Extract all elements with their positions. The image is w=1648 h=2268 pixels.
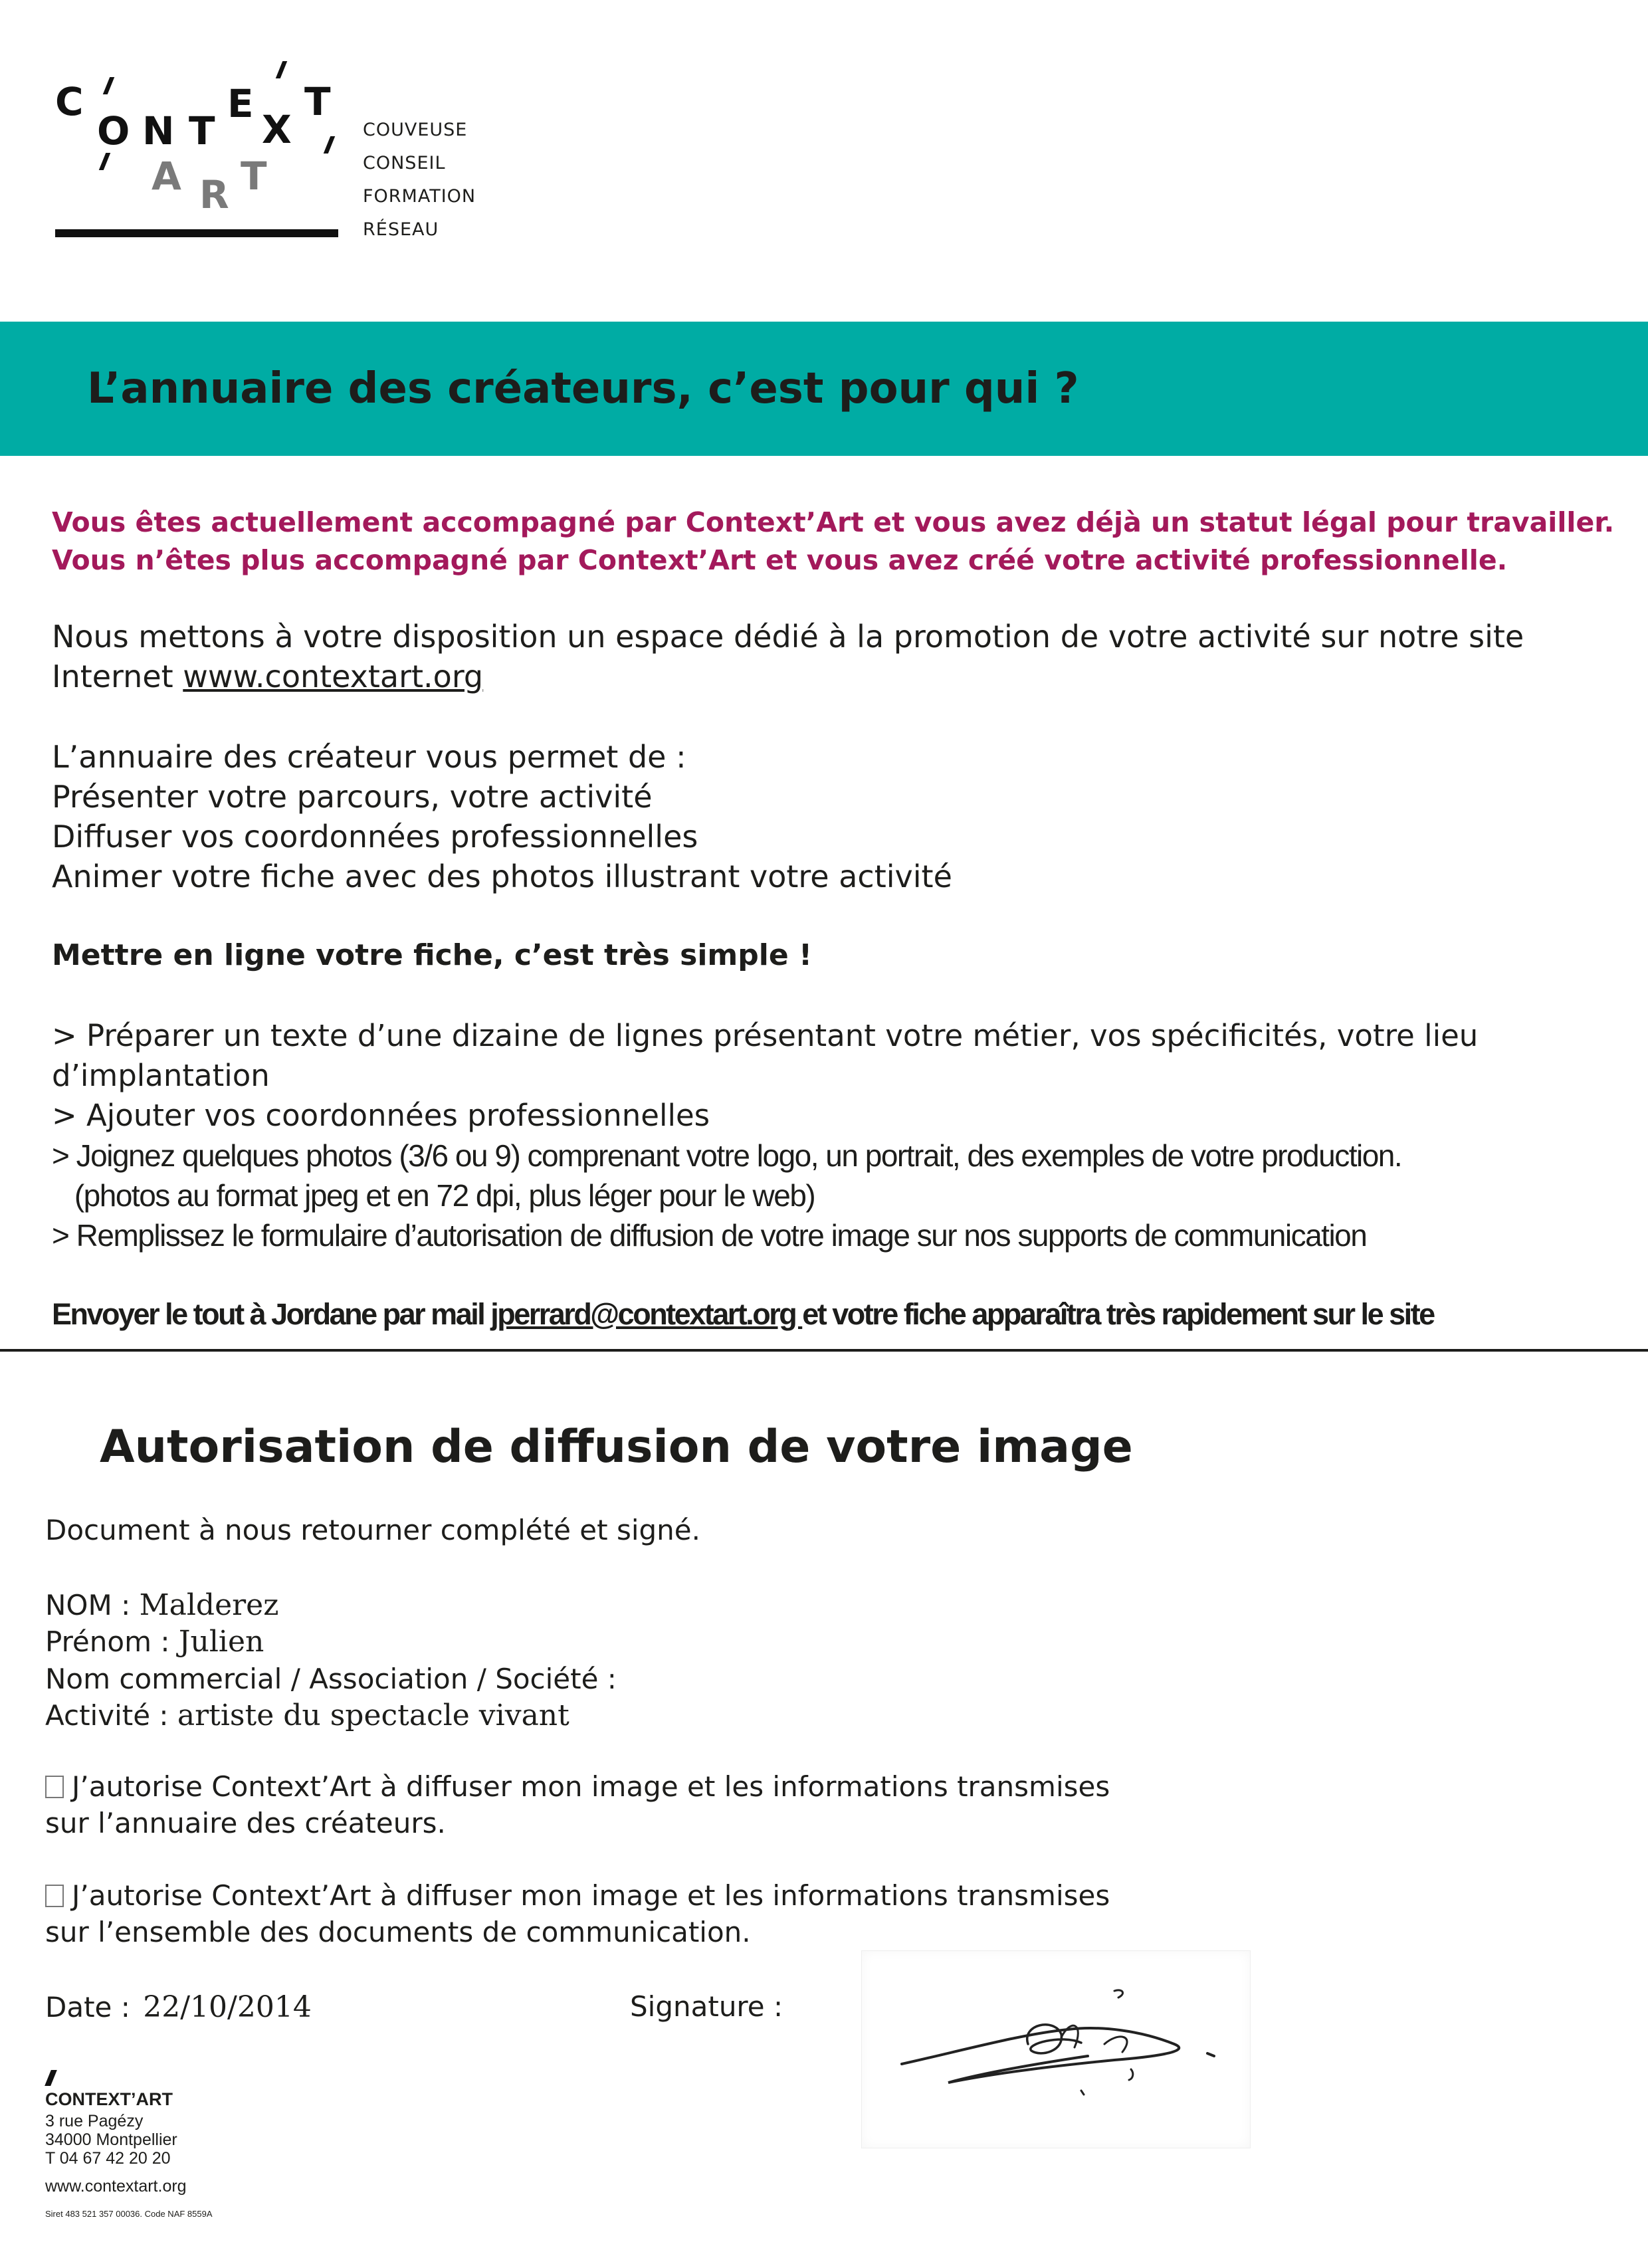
step-line: d’implantation — [52, 1058, 270, 1093]
list-item: Présenter votre parcours, votre activité — [52, 779, 653, 815]
logo-apostrophe — [276, 61, 288, 78]
list-item: Diffuser vos coordonnées professionnelles — [52, 819, 698, 855]
step-line: > Ajouter vos coordonnées professionnelles — [52, 1098, 710, 1133]
logo-underline — [55, 229, 338, 237]
logo-apostrophe — [103, 77, 115, 94]
prenom-value[interactable]: Julien — [178, 1625, 264, 1659]
footer-address: 3 rue Pagézy — [45, 2112, 144, 2130]
logo-letter: T — [304, 79, 331, 124]
authorization-1-text: J’autorise Context’Art à diffuser mon image et les informations transmises — [72, 1770, 1110, 1803]
form-instruction: Document à nous retourner complété et signé. — [45, 1514, 700, 1546]
signature-label: Signature : — [630, 1990, 783, 2023]
tagline-item: CONSEIL — [363, 153, 446, 173]
footer-address: 34000 Montpellier — [45, 2130, 177, 2149]
authorization-2-text: J’autorise Context’Art à diffuser mon image et les informations transmises — [72, 1879, 1110, 1912]
handwritten-signature — [862, 1951, 1250, 2148]
activite-label: Activité : — [45, 1699, 177, 1732]
authorization-2-continued: sur l’ensemble des documents de communication. — [45, 1916, 751, 1948]
nom-label: NOM : — [45, 1589, 140, 1621]
tagline-item: FORMATION — [363, 186, 476, 207]
send-text: et votre fiche apparaîtra très rapidement sur le site — [802, 1297, 1434, 1331]
send-instruction — [52, 1297, 1434, 1332]
logo-letter: T — [189, 108, 215, 154]
footer-logo-mark — [45, 2070, 57, 2086]
logo-letter: R — [199, 172, 229, 217]
logo-letter: E — [227, 81, 254, 126]
section-divider — [0, 1349, 1648, 1352]
logo-letter: C — [55, 79, 84, 124]
logo-letter: N — [142, 108, 175, 154]
intro-paragraph: Nous mettons à votre disposition un espace dédié à la promotion de votre activité sur notre site — [52, 619, 1524, 655]
logo-apostrophe — [324, 136, 336, 154]
highlight-line: Vous êtes actuellement accompagné par Context’Art et vous avez déjà un statut légal pour travailler. — [52, 506, 1615, 538]
authorization-1-checkbox[interactable] — [45, 1776, 64, 1798]
commercial-name-field: Nom commercial / Association / Société : — [45, 1663, 617, 1695]
prenom-field — [45, 1625, 264, 1659]
highlight-line: Vous n’êtes plus accompagné par Context’Art et vous avez créé votre activité professionnelle. — [52, 544, 1508, 576]
banner-title: L’annuaire des créateurs, c’est pour qui ? — [87, 364, 1079, 413]
nom-value[interactable]: Malderez — [139, 1588, 279, 1622]
activite-value[interactable]: artiste du spectacle vivant — [177, 1699, 569, 1732]
nom-field — [45, 1588, 278, 1622]
authorization-2 — [45, 1879, 1110, 1912]
date-field — [45, 1990, 312, 2024]
footer-phone: T 04 67 42 20 20 — [45, 2149, 171, 2168]
signature-box[interactable] — [861, 1950, 1251, 2148]
step-line: > Remplissez le formulaire d’autorisation de diffusion de votre image sur nos supports de communication — [52, 1218, 1367, 1253]
intro-text: Internet — [52, 659, 183, 694]
website-link[interactable]: www.contextart.org — [183, 659, 484, 694]
date-label: Date : — [45, 1991, 140, 2023]
authorization-2-checkbox[interactable] — [45, 1885, 64, 1907]
activite-field — [45, 1699, 569, 1732]
send-text: Envoyer le tout à Jordane par mail — [52, 1297, 491, 1331]
authorization-1 — [45, 1770, 1110, 1803]
footer-company-name: CONTEXT’ART — [45, 2089, 173, 2109]
logo-letter: T — [241, 154, 267, 199]
logo-letter: X — [262, 107, 292, 152]
logo-letter: O — [97, 108, 130, 154]
tagline-item: RÉSEAU — [363, 219, 439, 240]
authorization-1-continued: sur l’annuaire des créateurs. — [45, 1807, 446, 1839]
prenom-label: Prénom : — [45, 1625, 179, 1658]
form-title: Autorisation de diffusion de votre image — [100, 1421, 1133, 1473]
list-item: Animer votre fiche avec des photos illustrant votre activité — [52, 859, 952, 894]
logo-apostrophe — [99, 153, 111, 170]
footer-website[interactable]: www.contextart.org — [45, 2177, 187, 2196]
date-value[interactable]: 22/10/2014 — [143, 1990, 312, 2024]
list-intro: L’annuaire des créateur vous permet de : — [52, 739, 686, 775]
intro-paragraph-line2 — [52, 659, 483, 694]
tagline-item: COUVEUSE — [363, 120, 468, 140]
logo-letter: A — [152, 154, 181, 199]
step-line: (photos au format jpeg et en 72 dpi, plus léger pour le web) — [52, 1178, 815, 1213]
step-line: > Joignez quelques photos (3/6 ou 9) comprenant votre logo, un portrait, des exemples de votre production. — [52, 1138, 1402, 1173]
step-line: > Préparer un texte d’une dizaine de lignes présentant votre métier, vos spécificités, votre lieu — [52, 1018, 1479, 1053]
simple-heading: Mettre en ligne votre fiche, c’est très simple ! — [52, 938, 813, 972]
email-link[interactable]: jperrard@contextart.org — [490, 1297, 803, 1331]
footer-legal: Siret 483 521 357 00036. Code NAF 8559A — [45, 2209, 213, 2219]
